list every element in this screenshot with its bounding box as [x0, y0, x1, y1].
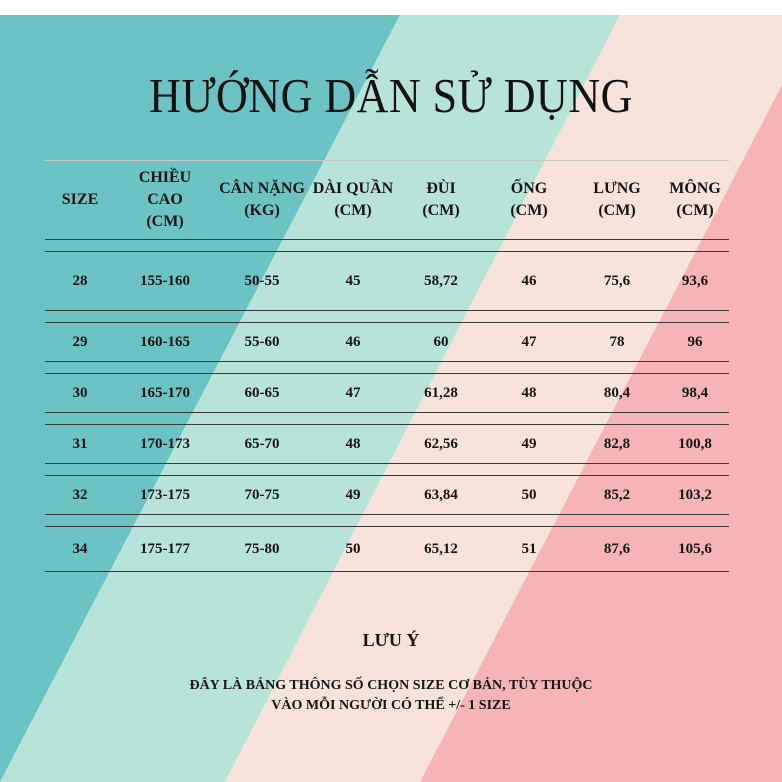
- spacer-cell: [45, 515, 115, 527]
- spacer-cell: [45, 240, 115, 252]
- row-spacer: [45, 362, 729, 374]
- table-header-row: [45, 161, 729, 240]
- column-header: [215, 161, 309, 240]
- table-cell: 34: [45, 527, 115, 572]
- table-cell: 98,4: [661, 374, 729, 413]
- spacer-cell: [115, 464, 215, 476]
- table-cell: 49: [309, 476, 397, 515]
- table-cell: 103,2: [661, 476, 729, 515]
- table-cell: 96: [661, 323, 729, 362]
- column-header: [397, 161, 485, 240]
- column-header-line: LƯNG: [593, 180, 641, 197]
- table-cell: 31: [45, 425, 115, 464]
- column-header-line: ỐNG: [510, 180, 548, 197]
- row-spacer: [45, 413, 729, 425]
- column-header-line: SIZE: [61, 191, 99, 208]
- spacer-cell: [397, 464, 485, 476]
- table-cell: 47: [485, 323, 573, 362]
- table-cell: 70-75: [215, 476, 309, 515]
- spacer-cell: [397, 413, 485, 425]
- spacer-cell: [45, 362, 115, 374]
- spacer-cell: [115, 413, 215, 425]
- spacer-cell: [309, 362, 397, 374]
- spacer-cell: [573, 464, 661, 476]
- table-cell: 75,6: [573, 252, 661, 311]
- table-cell: 46: [309, 323, 397, 362]
- table-cell: 173-175: [115, 476, 215, 515]
- table-cell: 165-170: [115, 374, 215, 413]
- spacer-cell: [485, 362, 573, 374]
- spacer-cell: [215, 413, 309, 425]
- spacer-cell: [573, 413, 661, 425]
- table-cell: 48: [309, 425, 397, 464]
- spacer-cell: [309, 413, 397, 425]
- note-line-2: VÀO MỖI NGƯỜI CÓ THỂ +/- 1 SIZE: [271, 698, 511, 713]
- column-header-line: (CM): [676, 202, 714, 219]
- column-header-line: (CM): [598, 202, 636, 219]
- table-cell: 65-70: [215, 425, 309, 464]
- spacer-cell: [397, 362, 485, 374]
- column-header-line: (KG): [244, 202, 280, 219]
- spacer-cell: [309, 311, 397, 323]
- table-cell: 48: [485, 374, 573, 413]
- spacer-cell: [45, 311, 115, 323]
- table-cell: 100,8: [661, 425, 729, 464]
- column-header-line: (CM): [146, 213, 184, 230]
- table-cell: 82,8: [573, 425, 661, 464]
- spacer-cell: [45, 413, 115, 425]
- spacer-cell: [115, 240, 215, 252]
- spacer-cell: [215, 515, 309, 527]
- table-cell: 60-65: [215, 374, 309, 413]
- table-cell: 32: [45, 476, 115, 515]
- table-cell: 55-60: [215, 323, 309, 362]
- table-cell: 60: [397, 323, 485, 362]
- table-cell: 50: [485, 476, 573, 515]
- spacer-cell: [397, 515, 485, 527]
- spacer-cell: [115, 311, 215, 323]
- table-row: [45, 323, 729, 362]
- spacer-cell: [485, 515, 573, 527]
- column-header-line: MÔNG: [669, 180, 721, 197]
- table-cell: 47: [309, 374, 397, 413]
- table-cell: 51: [485, 527, 573, 572]
- page-title: HƯỚNG DẪN SỬ DỤNG: [149, 69, 633, 123]
- table-cell: 93,6: [661, 252, 729, 311]
- note-title: LƯU Ý: [362, 630, 420, 650]
- table-cell: 50: [309, 527, 397, 572]
- table-cell: 80,4: [573, 374, 661, 413]
- spacer-cell: [661, 413, 729, 425]
- spacer-cell: [661, 362, 729, 374]
- spacer-cell: [661, 311, 729, 323]
- spacer-cell: [573, 240, 661, 252]
- table-cell: 175-177: [115, 527, 215, 572]
- spacer-cell: [573, 311, 661, 323]
- table-cell: 50-55: [215, 252, 309, 311]
- column-header-line: ĐÙI: [426, 180, 456, 197]
- column-header: [309, 161, 397, 240]
- spacer-cell: [215, 464, 309, 476]
- table-cell: 30: [45, 374, 115, 413]
- table-cell: 155-160: [115, 252, 215, 311]
- spacer-cell: [485, 311, 573, 323]
- spacer-cell: [309, 515, 397, 527]
- table-cell: 62,56: [397, 425, 485, 464]
- column-header-line: CHIỀU: [138, 169, 192, 186]
- spacer-cell: [45, 464, 115, 476]
- table-cell: 29: [45, 323, 115, 362]
- table-cell: 45: [309, 252, 397, 311]
- table-cell: 58,72: [397, 252, 485, 311]
- row-spacer: [45, 240, 729, 252]
- table-cell: 78: [573, 323, 661, 362]
- column-header-line: (CM): [510, 202, 548, 219]
- table-cell: 49: [485, 425, 573, 464]
- table-cell: 61,28: [397, 374, 485, 413]
- spacer-cell: [485, 240, 573, 252]
- table-cell: 160-165: [115, 323, 215, 362]
- table-cell: 87,6: [573, 527, 661, 572]
- table-cell: 105,6: [661, 527, 729, 572]
- table-cell: 63,84: [397, 476, 485, 515]
- spacer-cell: [309, 464, 397, 476]
- column-header: [661, 161, 729, 240]
- table-row: [45, 527, 729, 572]
- spacer-cell: [485, 464, 573, 476]
- column-header: [45, 161, 115, 240]
- spacer-cell: [397, 311, 485, 323]
- spacer-cell: [661, 515, 729, 527]
- row-spacer: [45, 311, 729, 323]
- note-text: [100, 676, 682, 716]
- table-cell: 75-80: [215, 527, 309, 572]
- column-header-line: (CM): [422, 202, 460, 219]
- table-body: [45, 240, 729, 572]
- table-row: [45, 374, 729, 413]
- spacer-cell: [215, 311, 309, 323]
- spacer-cell: [309, 240, 397, 252]
- spacer-cell: [215, 240, 309, 252]
- spacer-cell: [485, 413, 573, 425]
- column-header-line: DÀI QUẦN: [312, 180, 394, 197]
- table-row: [45, 425, 729, 464]
- spacer-cell: [573, 362, 661, 374]
- column-header-line: CÂN NẶNG: [219, 180, 305, 197]
- spacer-cell: [215, 362, 309, 374]
- row-spacer: [45, 464, 729, 476]
- size-chart-table: [45, 160, 729, 572]
- table-cell: 28: [45, 252, 115, 311]
- spacer-cell: [115, 362, 215, 374]
- column-header-line: CAO: [147, 191, 183, 208]
- note-line-1: ĐÂY LÀ BẢNG THÔNG SỐ CHỌN SIZE CƠ BẢN, TÙY THUỘC: [189, 678, 593, 693]
- table-cell: 85,2: [573, 476, 661, 515]
- column-header-line: (CM): [334, 202, 372, 219]
- spacer-cell: [115, 515, 215, 527]
- spacer-cell: [573, 515, 661, 527]
- column-header: [573, 161, 661, 240]
- table-cell: 46: [485, 252, 573, 311]
- table-cell: 170-173: [115, 425, 215, 464]
- spacer-cell: [661, 464, 729, 476]
- spacer-cell: [661, 240, 729, 252]
- column-header: [115, 161, 215, 240]
- column-header: [485, 161, 573, 240]
- row-spacer: [45, 515, 729, 527]
- table-row: [45, 476, 729, 515]
- spacer-cell: [397, 240, 485, 252]
- table-row: [45, 252, 729, 311]
- table-cell: 65,12: [397, 527, 485, 572]
